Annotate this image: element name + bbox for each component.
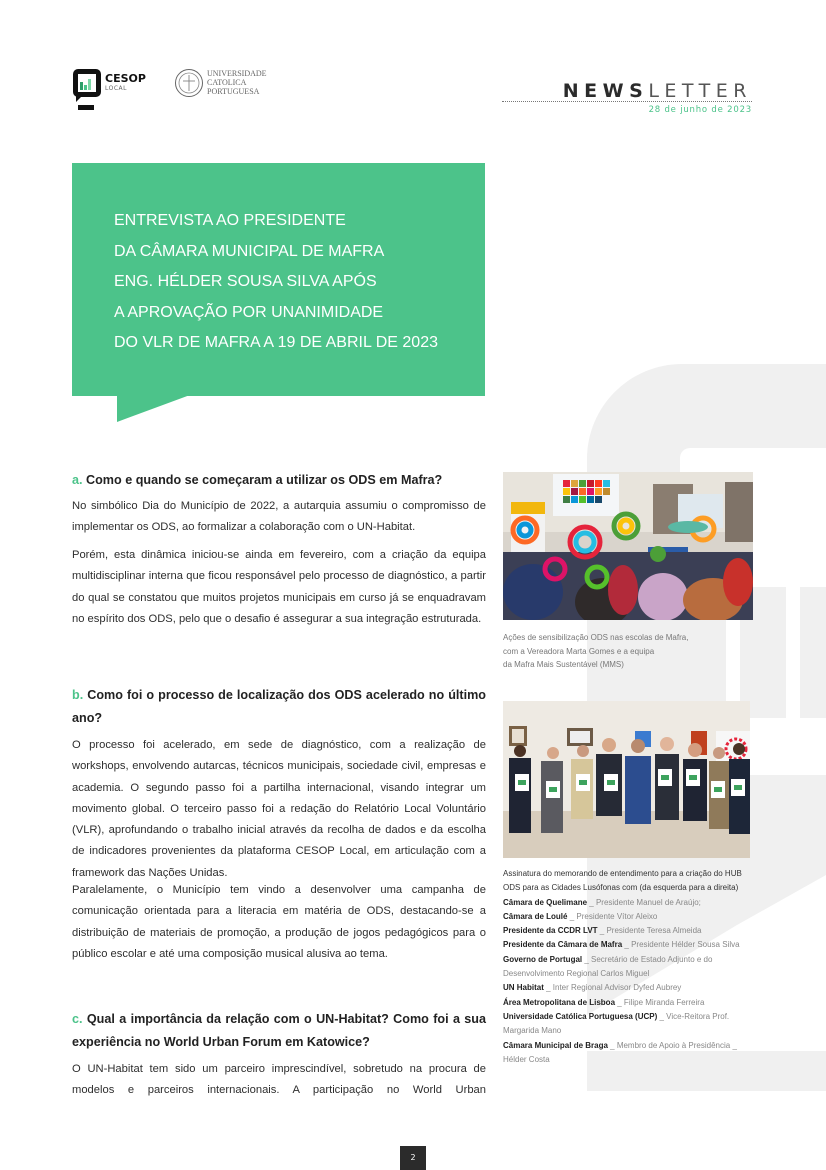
newsletter-date: 28 de junho de 2023 [648,105,752,115]
question-letter: b. [72,688,84,702]
caption-person [503,1039,753,1068]
caption-org: Presidente da CCDR LVT [503,926,598,936]
caption-org: Câmara de Loulé [503,911,568,921]
question-text: Como foi o processo de localização dos ODS acelerado no último ano? [72,688,486,725]
caption-person [503,910,753,924]
caption-person [503,981,753,995]
banner-speech-tail [117,395,191,423]
cesop-logo-sub: LOCAL [105,85,127,92]
caption-role: _ Membro de Apoio à Presidência _ Hélder Costa [503,1040,737,1064]
photo-memorandum-caption [503,867,753,1067]
header-dotted-rule [502,101,752,102]
caption-role: _ Vice-Reitora Prof. Margarida Mano [503,1011,730,1036]
photo-classroom-ods [503,472,753,620]
question-b [72,684,486,730]
banner-line: ENTREVISTA AO PRESIDENTE [114,212,346,229]
caption-role: _ Presidente Teresa Almeida [597,926,702,936]
caption-org: Câmara Municipal de Braga [503,1040,608,1050]
caption-person [503,996,753,1010]
question-letter: a. [72,473,83,487]
caption-role: _ Presidente Manuel de Araújo; [587,897,701,907]
ucp-logo-line1: UNIVERSIDADE [207,69,267,78]
photo-classroom-caption: Ações de sensibilização ODS nas escolas de Mafra, com a Vereadora Marta Gomes e a equipa da Mafra Mais Sustentável (MMS) [503,633,689,669]
newsletter-title [563,80,752,102]
newsletter-title-bold: NEWS [562,80,649,102]
question-letter: c. [72,1012,83,1026]
caption-role: _ Secretário de Estado Adjunto e do Desenvolvimento Regional Carlos Miguel [503,954,713,979]
banner-title [114,206,438,359]
caption-org: Área Metropolitana de Lisboa [503,997,616,1007]
cesop-logo-name: CESOP [105,72,146,85]
caption-role: _ Inter Regional Advisor Dyfed Aubrey [543,983,682,993]
watermark-bar-2 [800,587,826,718]
answer-paragraph: O UN-Habitat tem sido um parceiro imprescindível, sobretudo na procura de modelos e parceiros internacionais. A participação no World Urban [72,1063,486,1097]
caption-person [503,1010,753,1039]
answer-paragraph: Paralelamente, o Município tem vindo a desenvolver uma campanha de comunicação orientada para a literacia em matéria de ODS, destacando-se a distribuição de materiais de promoção, a produção de jogos pedagógicos para o público escolar e até uma composição musical alusiva ao tema. [72,884,486,960]
answer-paragraph: O processo foi acelerado, em sede de diagnóstico, com a realização de workshops, envolvendo autarcas, técnicos municipais, sociedade civil, empresas e academia. O segundo passo foi a partilha internacional, visando integrar um movimento global. O terceiro passo foi a redação do Relatório Local Voluntário (VLR), aprofundando o trabalho inicial através da recolha de dados e da escolha de indicadores provenientes da plataforma CESOP Local, em articulação com a framework das Nações Unidas. [72,739,486,879]
question-text: Como e quando se começaram a utilizar os ODS em Mafra? [86,473,443,487]
caption-role: _ Presidente Vítor Aleixo [567,911,658,921]
question-text: Qual a importância da relação com o UN-Habitat? Como foi a sua experiência no World Urban Forum em Katowice? [72,1012,486,1049]
caption-person [503,924,753,938]
answer-paragraph: Porém, esta dinâmica iniciou-se ainda em fevereiro, com a criação da equipa multidisciplinar interna que ficou responsável pelo processo de diagnóstico, a partir do qual se constatou que muitos projetos municipais em curso já se enquadravam no espírito dos ODS, pelo que o desafio é assegurar a sua integração estruturada. [72,549,486,625]
caption-person [503,953,753,982]
caption-person [503,896,753,910]
banner-line: A APROVAÇÃO POR UNANIMIDADE [114,303,384,321]
ucp-logo-line3: PORTUGUESA [207,87,260,96]
banner-line: DO VLR DE MAFRA A 19 DE ABRIL DE 2023 [114,334,438,351]
newsletter-title-light: LETTER [648,80,752,102]
caption-org: Universidade Católica Portuguesa (UCP) [503,1011,658,1021]
caption-intro: Assinatura do memorando de entendimento para a criação do HUB ODS para as Cidades Lusófonas com (da esquerda para a direita) [503,869,742,893]
page-number: 2 [400,1146,426,1170]
question-a [72,469,486,492]
photo-memorandum-signing [503,701,750,858]
banner-line: ENG. HÉLDER SOUSA SILVA APÓS [114,273,377,290]
cesop-local-logo [72,68,152,112]
caption-org: UN Habitat [503,983,544,993]
ucp-seal-icon [174,68,204,98]
answer-paragraph: No simbólico Dia do Município de 2022, a autarquia assumiu o compromisso de implementar os ODS, ao formalizar a colaboração com o UN-Habitat. [72,500,486,534]
caption-role: _ Presidente Hélder Sousa Silva [622,940,740,950]
question-c [72,1008,486,1054]
banner-line: DA CÂMARA MUNICIPAL DE MAFRA [114,242,385,260]
caption-org: Câmara de Quelimane [503,897,588,907]
caption-org: Governo de Portugal [503,954,583,964]
caption-org: Presidente da Câmara de Mafra [503,940,623,950]
ucp-logo-line2: CATOLICA [207,78,247,87]
caption-person [503,938,753,952]
ucp-logo [174,68,274,100]
caption-role: _ Filipe Miranda Ferreira [615,997,705,1007]
